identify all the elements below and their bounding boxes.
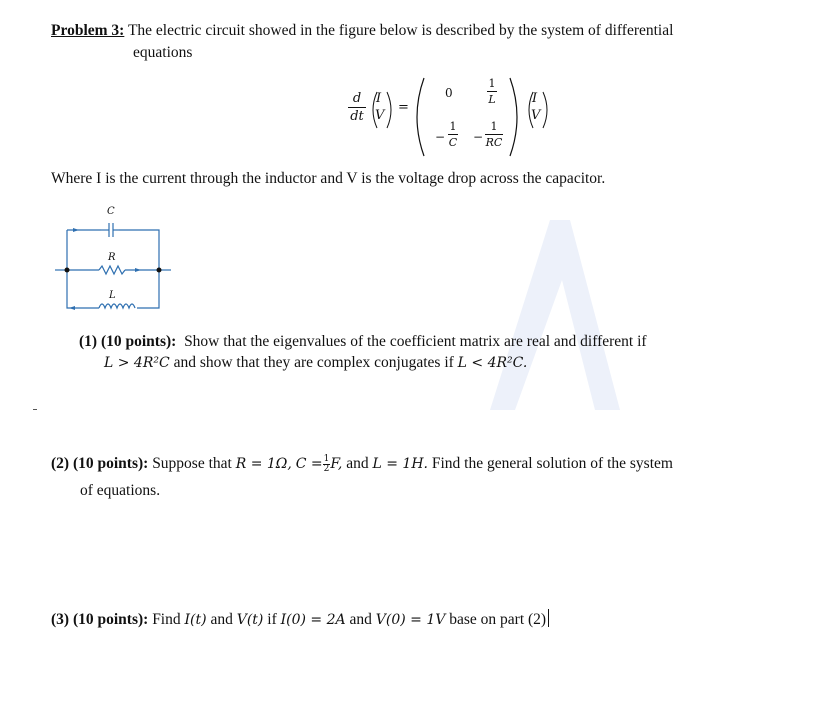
matrix-entry-12-den: L: [488, 93, 496, 106]
text-cursor: [548, 609, 549, 627]
part2-label: (2) (10 points):: [51, 455, 149, 473]
matrix-entry-21-den: C: [448, 136, 458, 149]
part3-and-2: and: [349, 611, 372, 628]
part3-text-a: Find: [152, 611, 181, 628]
part3-cond-i: I(0) = 2A: [280, 612, 346, 628]
part1-text-b: and show that they are complex conjugates if: [173, 354, 454, 371]
problem-intro: The electric circuit showed in the figure below is described by the system of differential: [127, 22, 674, 39]
resistor-label: R: [108, 252, 116, 263]
part2-l-value: L = 1H.: [372, 456, 428, 473]
vector-i-rhs: I: [532, 91, 538, 106]
part3-fn-v: V(t): [236, 612, 264, 628]
part1-cond-real: L > 4R²C: [104, 355, 170, 371]
part1-line2: [104, 354, 527, 372]
margin-mark: [33, 409, 37, 410]
matrix-entry-22-den: RC: [485, 136, 503, 149]
matrix-entry-12-num: 1: [488, 77, 496, 90]
capacitor-label: C: [107, 206, 115, 217]
matrix-entry-22-num: 1: [490, 120, 498, 133]
vector-v: V: [375, 108, 385, 123]
part2-text-b: Find the general solution of the system: [431, 455, 673, 473]
part3-and-1: and: [210, 611, 233, 628]
equals-sign: =: [398, 100, 409, 115]
matrix-entry-21-num: 1: [449, 120, 457, 133]
part1-line1: [79, 333, 647, 351]
matrix-entry-22-sign: −: [473, 130, 484, 144]
where-statement: Where I is the current through the inductor and V is the voltage drop across the capacitor.: [51, 170, 606, 187]
part2-c-num: 1: [323, 454, 330, 464]
part2-c-prefix: C =: [295, 456, 323, 473]
part2-line1: [51, 455, 673, 474]
problem-label: Problem 3:: [51, 22, 125, 39]
part1-cond-complex: L < 4R²C.: [457, 355, 528, 371]
inductor-label: L: [109, 290, 116, 301]
part2-and: and: [346, 455, 369, 473]
part2-r-value: R = 1Ω,: [235, 456, 292, 473]
problem-header: [51, 22, 673, 40]
part3-fn-i: I(t): [184, 612, 207, 628]
part1-label: (1) (10 points):: [79, 333, 177, 350]
vector-v-rhs: V: [531, 108, 541, 123]
part2-c-unit: F,: [330, 456, 343, 473]
differential-equation: [346, 76, 566, 161]
part3-line: [51, 609, 549, 629]
part3-label: (3) (10 points):: [51, 611, 149, 628]
watermark: [470, 200, 650, 420]
dt-denominator: dt: [350, 109, 364, 124]
part1-text-a: Show that the eigenvalues of the coefficient matrix are real and different if: [184, 333, 647, 350]
part2-line2: of equations.: [80, 482, 161, 499]
problem-intro-continued: equations: [133, 44, 193, 61]
part3-text-b: base on part (2): [449, 611, 547, 628]
d-numerator: d: [352, 91, 362, 106]
part2-c-den: 2: [323, 464, 330, 474]
part3-cond-v: V(0) = 1V: [375, 612, 446, 628]
part2-text-a: Suppose that: [152, 455, 232, 473]
part3-if: if: [267, 611, 277, 628]
matrix-entry-11: 0: [445, 86, 453, 100]
vector-i: I: [376, 91, 382, 106]
circuit-diagram: [55, 200, 175, 322]
matrix-entry-21-sign: −: [435, 130, 446, 144]
